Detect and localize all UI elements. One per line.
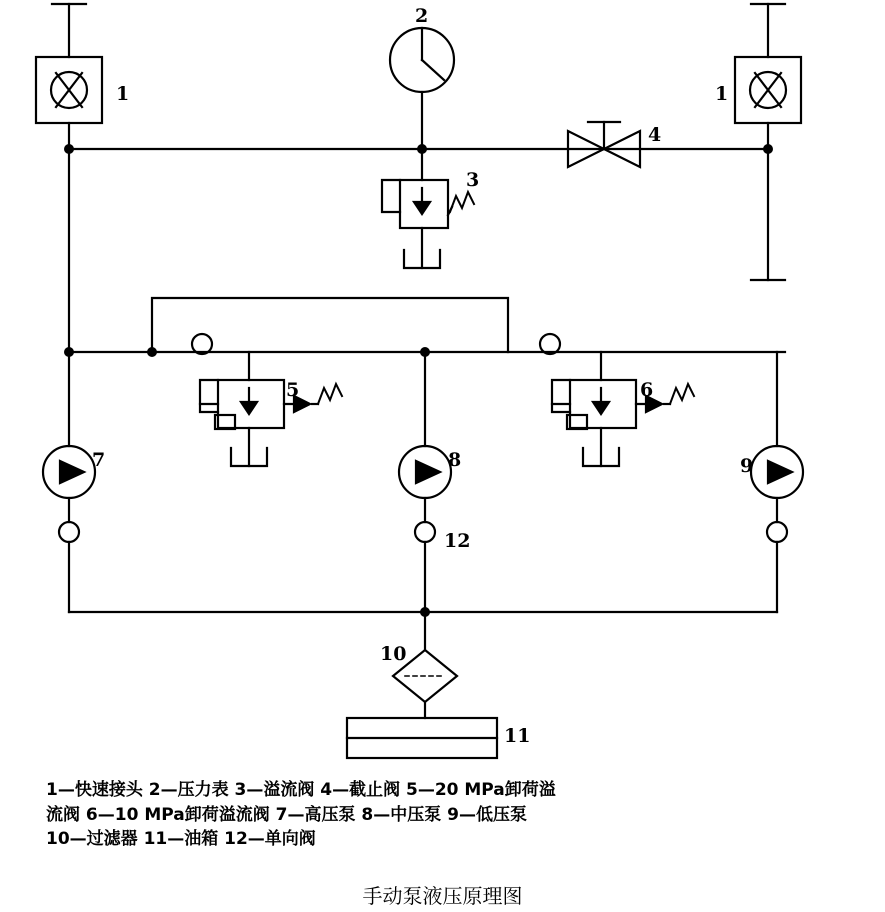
- callout-5: 5: [286, 379, 300, 401]
- legend-line-2: 流阀 6—10 MPa卸荷溢流阀 7—高压泵 8—中压泵 9—低压泵: [46, 804, 527, 825]
- pump-8-symbol: [399, 352, 451, 612]
- callout-2: 2: [415, 5, 429, 27]
- callout-9: 9: [740, 455, 754, 477]
- unloading-relief-valve-6-symbol: [552, 352, 694, 466]
- quick-coupling-right-symbol: [735, 4, 801, 123]
- junction-dots: [64, 144, 773, 617]
- callout-1-right: 1: [715, 83, 729, 105]
- pilot-bridge-line: [152, 298, 508, 352]
- pressure-gauge-symbol: [390, 28, 454, 149]
- legend-line-1: 1—快速接头 2—压力表 3—溢流阀 4—截止阀 5—20 MPa卸荷溢: [46, 780, 556, 800]
- tank-11-symbol: [347, 718, 497, 758]
- callout-11: 11: [504, 725, 531, 747]
- legend-block: [46, 778, 846, 852]
- unloading-relief-valve-5-symbol: [200, 352, 342, 466]
- callout-6: 6: [640, 379, 654, 401]
- pump-7-symbol: [43, 352, 95, 612]
- diagram-title: 手动泵液压原理图: [362, 884, 523, 908]
- legend-line-3: 10—过滤器 11—油箱 12—单向阀: [46, 829, 316, 850]
- callout-7: 7: [92, 449, 106, 471]
- callout-1-left: 1: [116, 83, 130, 105]
- callout-12: 12: [444, 530, 471, 552]
- stop-valve-symbol: [568, 122, 640, 167]
- callout-3: 3: [466, 169, 480, 191]
- relief-valve-3-symbol: [382, 149, 474, 268]
- callout-8: 8: [448, 449, 462, 471]
- callout-10: 10: [380, 643, 407, 665]
- pump-9-symbol: [751, 352, 803, 612]
- quick-coupling-left-symbol: [36, 4, 102, 123]
- callout-4: 4: [648, 124, 662, 146]
